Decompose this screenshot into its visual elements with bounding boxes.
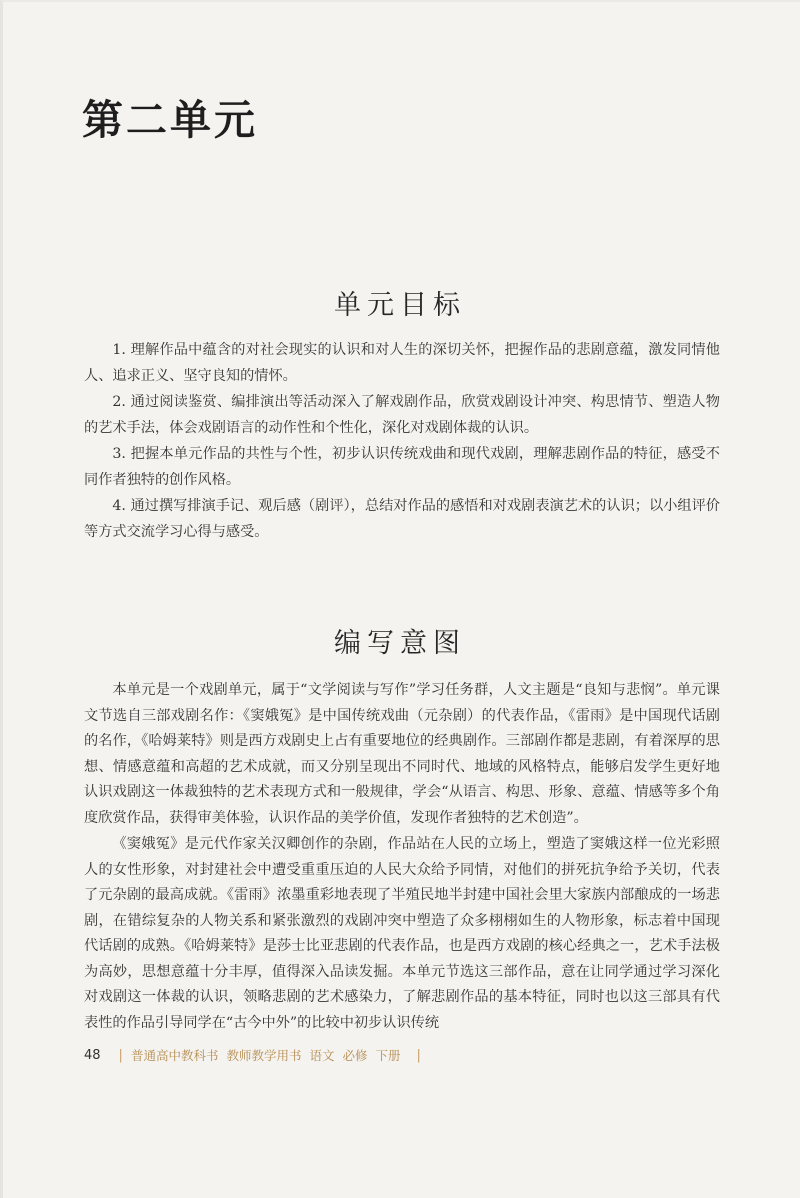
- goal-item: 4. 通过撰写排演手记、观后感（剧评），总结对作品的感悟和对戏剧表演艺术的认识；以小组评价等方式交流学习心得与感受。: [84, 498, 720, 540]
- section-heading-intent: 编写意图: [334, 628, 466, 659]
- page-footer: [84, 1046, 429, 1064]
- intent-paragraph: 本单元是一个戏剧单元，属于“文学阅读与写作”学习任务群，人文主题是“良知与悲悯”。单元课文节选自三部戏剧名作：《窦娥冤》是中国传统戏曲（元杂剧）的代表作品，《雷雨》是中国现代话剧的名作，《哈姆莱特》则是西方戏剧史上占有重要地位的经典剧作。三部剧作都是悲剧，有着深厚的思想、情感意蕴和高超的艺术成就，而又分别呈现出不同时代、地域的风格特点，能够启发学生更好地认识戏剧这一体裁独特的艺术表现方式和一般规律，学会“从语言、构思、形象、意蕴、情感等多个角度欣赏作品，获得审美体验，认识作品的美学价值，发现作者独特的艺术创造”。: [84, 682, 720, 826]
- footer-separator-end: |: [416, 1047, 421, 1063]
- footer-book-title: 普通高中教科书: [130, 1048, 219, 1063]
- goals-list: [84, 338, 720, 546]
- intent-body: [84, 678, 720, 1037]
- unit-title: 第二单元: [82, 96, 258, 144]
- page-number: 48: [84, 1047, 101, 1063]
- footer-module: 必修: [342, 1048, 368, 1063]
- footer-book-type: 教师教学用书: [226, 1048, 302, 1063]
- footer-volume: 下册: [375, 1048, 401, 1063]
- goal-item: 2. 通过阅读鉴赏、编排演出等活动深入了解戏剧作品，欣赏戏剧设计冲突、构思情节、塑造人物的艺术手法，体会戏剧语言的动作性和个性化，深化对戏剧体裁的认识。: [84, 394, 720, 436]
- goal-item: 1. 理解作品中蕴含的对社会现实的认识和对人生的深切关怀，把握作品的悲剧意蕴，激发同情他人、追求正义、坚守良知的情怀。: [84, 342, 720, 384]
- section-heading-goals: 单元目标: [334, 290, 466, 321]
- footer-subject: 语文: [309, 1048, 335, 1063]
- goal-item: 3. 把握本单元作品的共性与个性，初步认识传统戏曲和现代戏剧，理解悲剧作品的特征，感受不同作者独特的创作风格。: [84, 446, 720, 488]
- intent-paragraph: 《窦娥冤》是元代作家关汉卿创作的杂剧，作品站在人民的立场上，塑造了窦娥这样一位光彩照人的女性形象，对封建社会中遭受重重压迫的人民大众给予同情，对他们的拼死抗争给予关切，代表了元杂剧的最高成就。《雷雨》浓墨重彩地表现了半殖民地半封建中国社会里大家族内部酿成的一场悲剧，在错综复杂的人物关系和紧张激烈的戏剧冲突中塑造了众多栩栩如生的人物形象，标志着中国现代话剧的成熟。《哈姆莱特》是莎士比亚悲剧的代表作品，也是西方戏剧的核心经典之一，艺术手法极为高妙，思想意蕴十分丰厚，值得深入品读发掘。本单元节选这三部作品，意在让同学通过学习深化对戏剧这一体裁的认识，领略悲剧的艺术感染力，了解悲剧作品的基本特征，同时也以这三部具有代表性的作品引导同学在“古今中外”的比较中初步认识传统: [84, 836, 720, 1031]
- footer-separator: |: [118, 1047, 123, 1063]
